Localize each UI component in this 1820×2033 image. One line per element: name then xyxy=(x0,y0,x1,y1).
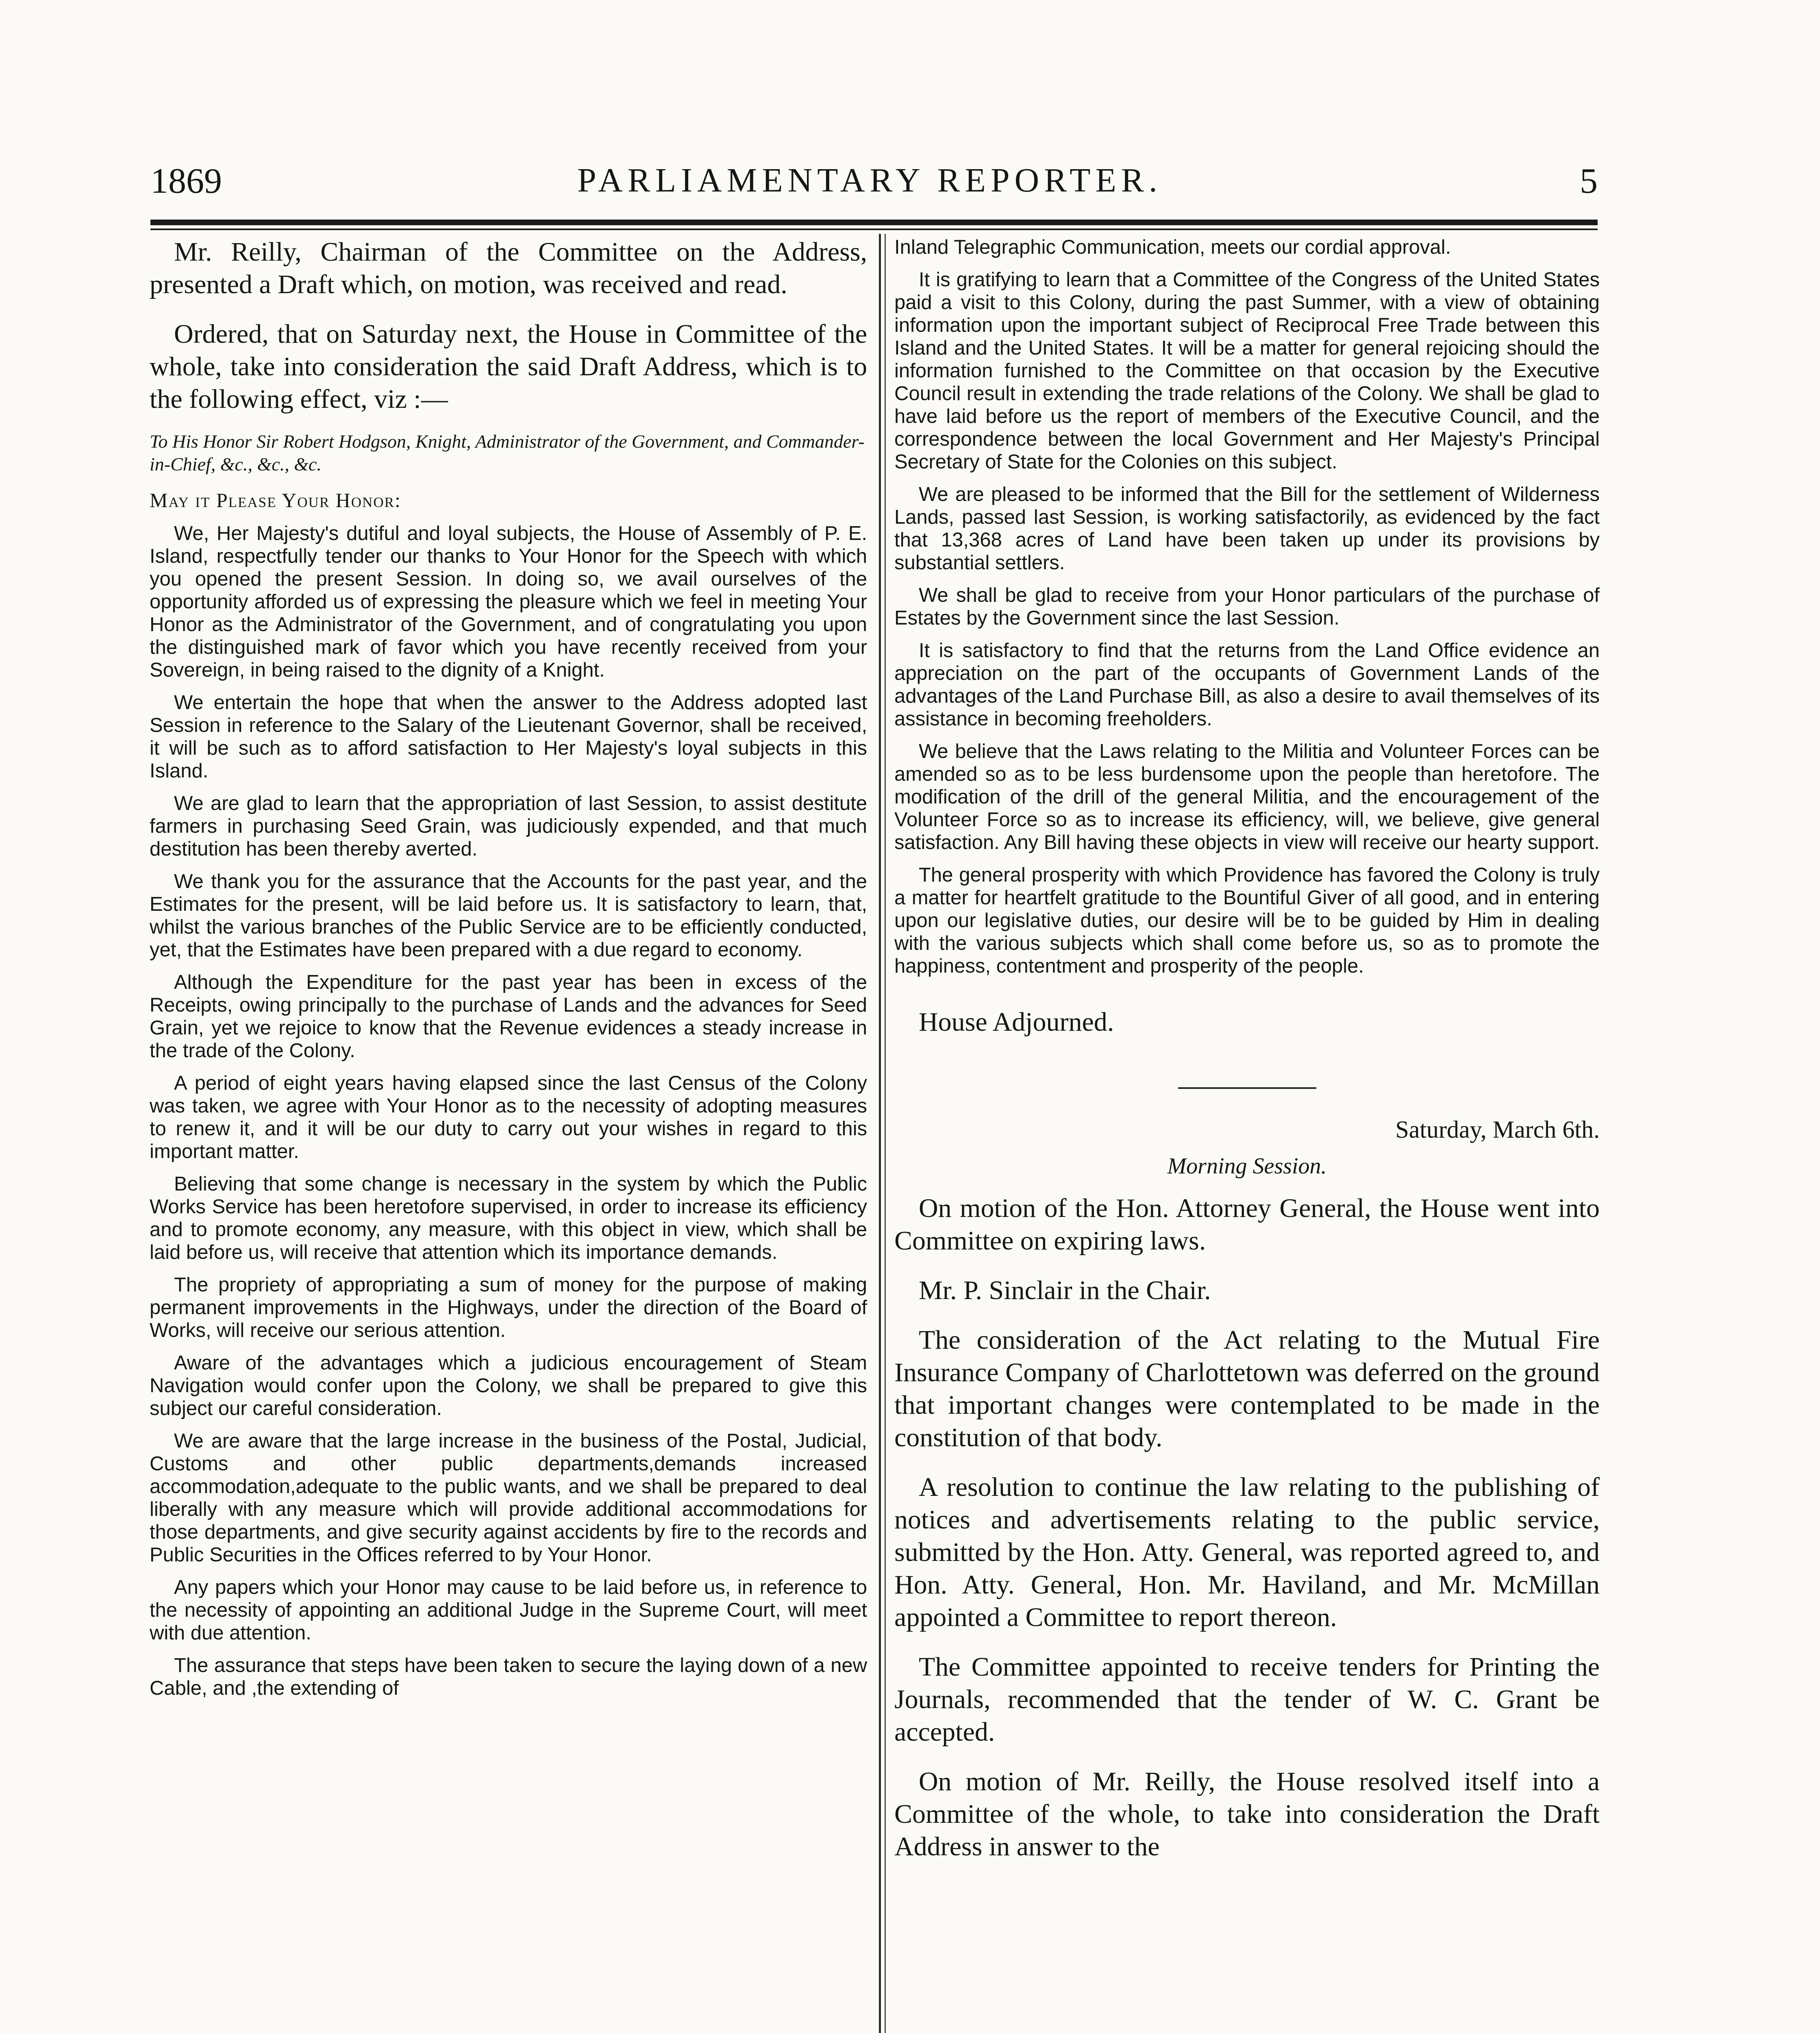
header-year: 1869 xyxy=(150,161,222,201)
address-paragraph: We entertain the hope that when the answer to the Address adopted last Session in reference to the Salary of the Lieutenant Governor, shall be received, it will be such as to afford satisfaction to Her Majesty's loyal subjects in this Island. xyxy=(150,692,867,782)
address-addressee: To His Honor Sir Robert Hodgson, Knight, Administrator of the Government, and Commander-in-Chief, &c., &c., &c. xyxy=(150,431,865,475)
header-rule-thin xyxy=(150,229,1598,230)
proceedings-paragraph: The consideration of the Act relating to the Mutual Fire Insurance Company of Charlottetown was deferred on the ground that important changes were contemplated to be made in the constitution of that body. xyxy=(894,1325,1600,1452)
column-divider-secondary xyxy=(885,234,886,2033)
dateline: Saturday, March 6th. xyxy=(1395,1116,1600,1143)
address-paragraph: Any papers which your Honor may cause to be laid before us, in reference to the necessity of appointing an additional Judge in the Supreme Court, will meet with due attention. xyxy=(150,1576,867,1644)
proceedings-paragraph: On motion of the Hon. Attorney General, the House went into Committee on expiring laws. xyxy=(894,1193,1600,1256)
address-paragraph: It is gratifying to learn that a Committee of the Congress of the United States paid a visit to this Colony, during the past Summer, with a view of obtaining information upon the important subject of Reciprocal Free Trade between this Island and the United States. It will be a matter for general rejoicing should the information furnished to the Committee on that occasion by the Executive Council result in extending the trade relations of the Colony. We shall be glad to have laid before us the report of members of the Executive Council, and the correspondence between the local Government and Her Majesty's Principal Secretary of State for the Colonies on this subject. xyxy=(894,269,1600,473)
section-rule xyxy=(1178,1087,1316,1089)
address-paragraph: The propriety of appropriating a sum of money for the purpose of making permanent improvements in the Highways, under the direction of the Board of Works, will receive our serious attention. xyxy=(150,1274,867,1341)
address-paragraph: Aware of the advantages which a judicious encouragement of Steam Navigation would confer upon the Colony, we shall be prepared to give this subject our careful consideration. xyxy=(150,1352,867,1419)
address-paragraph: We are glad to learn that the appropriation of last Session, to assist destitute farmers in purchasing Seed Grain, was judiciously expended, and that much destitution has been thereby averted. xyxy=(150,792,867,860)
header-rule-thick xyxy=(150,220,1598,225)
address-paragraph: We, Her Majesty's dutiful and loyal subjects, the House of Assembly of P. E. Island, respectfully tender our thanks to Your Honor for the Speech with which you opened the present Session. In doing so, we avail ourselves of the opportunity afforded us of expressing the pleasure which we feel in meeting Your Honor as the Administrator of the Government, and of congratulating you upon the distinguished mark of favor which you have recently received from your Sovereign, in being raised to the dignity of a Knight. xyxy=(150,522,867,681)
address-paragraph: The assurance that steps have been taken to secure the laying down of a new Cable, and ,the extending of xyxy=(150,1654,867,1699)
proceedings-paragraph: A resolution to continue the law relating to the publishing of notices and advertisements relating to the public service, submitted by the Hon. Atty. General, was reported agreed to, and Hon. Atty. General, Hon. Mr. Haviland, and Mr. McMillan appointed a Committee to report thereon. xyxy=(894,1472,1600,1632)
header-title: PARLIAMENTARY REPORTER. xyxy=(577,161,1162,199)
page-header xyxy=(150,161,1598,209)
address-paragraph: A period of eight years having elapsed since the last Census of the Colony was taken, we agree with Your Honor as to the necessity of adopting measures to renew it, and it will be our duty to carry out your wishes in regard to this important matter. xyxy=(150,1072,867,1162)
address-paragraph: We are aware that the large increase in the business of the Postal, Judicial, Customs and other public departments,demands increased accommodation,adequate to the public wants, and we shall be prepared to deal liberally with any measure which will provide additional accommodations for those departments, and give security against accidents by fire to the records and Public Securities in the Offices referred to by Your Honor. xyxy=(150,1430,867,1566)
proceedings-paragraph: The Committee appointed to receive tenders for Printing the Journals, recommended that the tender of W. C. Grant be accepted. xyxy=(894,1652,1600,1747)
address-paragraph: Believing that some change is necessary in the system by which the Public Works Service has been heretofore supervised, in order to increase its efficiency and to promote economy, any measure, with this object in view, which shall be laid before us, will receive that attention which its importance demands. xyxy=(150,1173,867,1263)
address-paragraph: Inland Telegraphic Communication, meets our cordial approval. xyxy=(894,236,1451,258)
address-salutation: May it Please Your Honor: xyxy=(150,489,401,512)
page-number: 5 xyxy=(1580,161,1598,201)
committee-report-paragraph: Mr. Reilly, Chairman of the Committee on the Address, presented a Draft which, on motion, was received and read. xyxy=(150,237,867,299)
right-column xyxy=(894,236,1600,1863)
address-paragraph: Although the Expenditure for the past year has been in excess of the Receipts, owing principally to the purchase of Lands and the advances for Seed Grain, yet we rejoice to know that the Revenue evidences a steady increase in the trade of the Colony. xyxy=(150,971,867,1062)
address-paragraph: We shall be glad to receive from your Honor particulars of the purchase of Estates by the Government since the last Session. xyxy=(894,584,1600,629)
session-heading: Morning Session. xyxy=(1167,1154,1327,1179)
address-paragraph: We are pleased to be informed that the Bill for the settlement of Wilderness Lands, passed last Session, is working satisfactorily, as evidenced by the fact that 13,368 acres of Land have been taken up under its provisions by substantial settlers. xyxy=(894,483,1600,574)
house-adjourned: House Adjourned. xyxy=(919,1007,1114,1037)
address-paragraph: We thank you for the assurance that the Accounts for the past year, and the Estimates for the present, will be laid before us. It is satisfactory to learn, that, whilst the various branches of the Public Service are to be efficiently conducted, yet, that the Estimates have been prepared with a due regard to economy. xyxy=(150,871,867,961)
address-paragraph: It is satisfactory to find that the returns from the Land Office evidence an appreciation on the part of the occupants of Government Lands of the advantages of the Land Purchase Bill, as also a desire to avail themselves of its assistance in becoming freeholders. xyxy=(894,640,1600,730)
address-paragraph: The general prosperity with which Providence has favored the Colony is truly a matter for heartfelt gratitude to the Bountiful Giver of all good, and in entering upon our legislative duties, our desire will be to be guided by Him in dealing with the various subjects which shall come before us, so as to promote the happiness, contentment and prosperity of the people. xyxy=(894,864,1600,977)
order-paragraph: Ordered, that on Saturday next, the House in Committee of the whole, take into consideration the said Draft Address, which is to the following effect, viz :— xyxy=(150,319,867,414)
address-paragraph: We believe that the Laws relating to the Militia and Volunteer Forces can be amended so as to be less burdensome upon the people than heretofore. The modification of the drill of the general Militia, and the encouragement of the Volunteer Force so as to increase its efficiency, will, we believe, give general satisfaction. Any Bill having these objects in view will receive our hearty support. xyxy=(894,740,1600,853)
proceedings-paragraph: On motion of Mr. Reilly, the House resolved itself into a Committee of the whole, to take into consideration the Draft Address in answer to the xyxy=(894,1767,1600,1861)
column-divider xyxy=(879,234,881,2033)
proceedings-paragraph: Mr. P. Sinclair in the Chair. xyxy=(919,1276,1211,1305)
left-column xyxy=(150,236,867,1700)
